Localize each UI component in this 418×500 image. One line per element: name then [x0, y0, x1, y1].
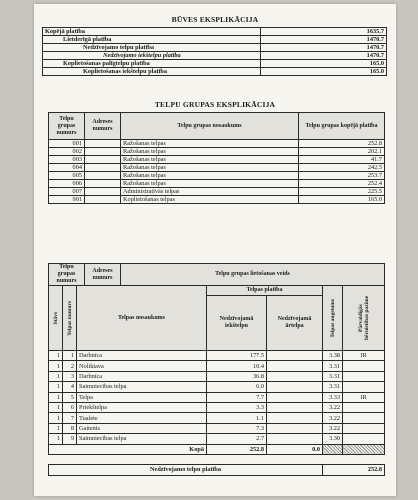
cell-group-number: 005 [49, 172, 85, 180]
building-explication-title: BŪVES EKSPLIKĀCIJA [171, 15, 259, 24]
cell-room-number: 2 [63, 361, 77, 371]
table-row [49, 423, 385, 433]
cell-floor: 1 [49, 361, 63, 371]
table-row [49, 156, 385, 164]
table-row [43, 28, 387, 36]
table-row [43, 36, 387, 44]
cell-room-number: 8 [63, 423, 77, 433]
header-group-number: Telpu grupas numurs [49, 264, 85, 286]
cell-inner-area: 3.3 [207, 402, 267, 412]
cell-room-number: 4 [63, 382, 77, 392]
group-explication-table [48, 112, 385, 204]
cell-room-number: 7 [63, 413, 77, 423]
cell-group-area: 225.5 [299, 188, 385, 196]
table-row [49, 196, 385, 204]
cell-outer-area [267, 402, 323, 412]
cell-group-name: Administratīvās telpas [121, 188, 299, 196]
total-inner-area: 252.8 [207, 444, 267, 454]
table-row [49, 351, 385, 361]
cell-outer-area [267, 361, 323, 371]
cell-mark [343, 423, 385, 433]
cell-group-name: Ražošanas telpas [121, 156, 299, 164]
rooms-table [48, 285, 385, 476]
cell-room-number: 5 [63, 392, 77, 402]
total-row [49, 444, 385, 454]
total-outer-area: 0.0 [267, 444, 323, 454]
cell-group-name: Ražošanas telpas [121, 140, 299, 148]
cell-room-number: 1 [63, 351, 77, 361]
cell-group-area: 253.7 [299, 172, 385, 180]
cell-floor: 1 [49, 402, 63, 412]
cell-room-name: Telpa [77, 392, 207, 402]
cell-group-number: 006 [49, 180, 85, 188]
table-row [49, 413, 385, 423]
cell-address [85, 172, 121, 180]
cell-group-area: 252.8 [299, 140, 385, 148]
row-value: 1470.7 [261, 52, 387, 60]
cell-height: 3.31 [323, 382, 343, 392]
cell-outer-area [267, 434, 323, 444]
row-value: 1470.7 [261, 44, 387, 52]
cell-mark [343, 361, 385, 371]
header-rebuilt-mark: Pārvaldīgās bērnistības pazīme [343, 286, 385, 351]
cell-inner-area: 7.7 [207, 392, 267, 402]
cell-group-name: Koplietošanas telpas [121, 196, 299, 204]
header-room-number: Telpas numurs [63, 286, 77, 351]
cell-room-name: Priekštelpa [77, 402, 207, 412]
cell-height: 3.38 [323, 351, 343, 361]
header-floor: Stāvs [49, 286, 63, 351]
cell-height: 3.31 [323, 361, 343, 371]
header-inner-area: Nedzīvojamā iekštelpu [207, 296, 267, 351]
table-row [49, 188, 385, 196]
cell-address [85, 148, 121, 156]
cell-height: 3.30 [323, 434, 343, 444]
cell-group-number: 004 [49, 164, 85, 172]
cell-group-area: 242.5 [299, 164, 385, 172]
table-row [49, 140, 385, 148]
hatched-cell [343, 444, 385, 454]
table-row [49, 361, 385, 371]
footer-row [49, 465, 385, 475]
cell-group-number: 007 [49, 188, 85, 196]
cell-address [85, 156, 121, 164]
cell-group-area: 41.7 [299, 156, 385, 164]
row-value: 165.0 [261, 68, 387, 76]
cell-address [85, 164, 121, 172]
cell-address [85, 140, 121, 148]
cell-outer-area [267, 382, 323, 392]
cell-height: 3.22 [323, 423, 343, 433]
cell-address [85, 180, 121, 188]
cell-room-number: 9 [63, 434, 77, 444]
cell-room-number: 6 [63, 402, 77, 412]
cell-room-name: Saimniecības telpa [77, 382, 207, 392]
table-row [49, 371, 385, 381]
table-row [49, 180, 385, 188]
cell-outer-area [267, 423, 323, 433]
cell-group-name: Ražošanas telpas [121, 164, 299, 172]
row-value: 1635.7 [261, 28, 387, 36]
header-room-name: Telpas nosaukums [77, 286, 207, 351]
cell-outer-area [267, 413, 323, 423]
cell-outer-area [267, 351, 323, 361]
cell-group-number: 901 [49, 196, 85, 204]
footer-label: Nedzīvojamo telpu platība [49, 465, 323, 475]
cell-height: 3.31 [323, 371, 343, 381]
cell-mark [343, 434, 385, 444]
cell-room-name: Noliktava [77, 361, 207, 371]
table-row [49, 434, 385, 444]
table-header-row [49, 286, 385, 296]
cell-room-name: Saimniecības telpa [77, 434, 207, 444]
cell-room-name: Tualete [77, 413, 207, 423]
cell-group-number: 002 [49, 148, 85, 156]
cell-mark [343, 382, 385, 392]
cell-height: 3.22 [323, 402, 343, 412]
cell-mark [343, 402, 385, 412]
cell-room-name: Gaitenis [77, 423, 207, 433]
table-row [43, 68, 387, 76]
cell-group-number: 003 [49, 156, 85, 164]
cell-room-name: Darbnīca [77, 351, 207, 361]
cell-inner-area: 7.3 [207, 423, 267, 433]
row-label: Koplietošanas palīgtelpu platība [43, 60, 261, 68]
cell-inner-area: 177.5 [207, 351, 267, 361]
header-room-height: Telpas augstums [323, 286, 343, 351]
table-row [49, 172, 385, 180]
table-row [49, 148, 385, 156]
building-explication-table [42, 27, 387, 76]
cell-floor: 1 [49, 413, 63, 423]
cell-group-name: Ražošanas telpas [121, 180, 299, 188]
table-row [49, 382, 385, 392]
cell-room-number: 3 [63, 371, 77, 381]
table-row [49, 402, 385, 412]
header-address-number: Adreses numurs [85, 113, 121, 140]
header-group-number: Telpu grupas numurs [49, 113, 85, 140]
cell-mark: IR [343, 351, 385, 361]
row-label: Lietderīgā platība [43, 36, 261, 44]
cell-mark [343, 413, 385, 423]
table-header-row [49, 113, 385, 140]
total-label: Kopā [49, 444, 207, 454]
header-group-area: Telpu grupas kopējā platība [299, 113, 385, 140]
cell-mark [343, 371, 385, 381]
document-page [34, 4, 396, 496]
cell-floor: 1 [49, 371, 63, 381]
table-row [43, 52, 387, 60]
table-header-row [49, 264, 385, 286]
cell-floor: 1 [49, 392, 63, 402]
cell-inner-area: 1.1 [207, 413, 267, 423]
cell-address [85, 188, 121, 196]
cell-group-area: 202.1 [299, 148, 385, 156]
header-usage-type: Telpu grupas lietošanas veids [121, 264, 385, 286]
hatched-cell [323, 444, 343, 454]
cell-outer-area [267, 392, 323, 402]
cell-floor: 1 [49, 434, 63, 444]
cell-inner-area: 2.7 [207, 434, 267, 444]
cell-height: 3.22 [323, 413, 343, 423]
cell-group-area: 165.0 [299, 196, 385, 204]
cell-group-name: Ražošanas telpas [121, 172, 299, 180]
cell-group-name: Ražošanas telpas [121, 148, 299, 156]
cell-height: 3.33 [323, 392, 343, 402]
group-explication-title: TELPU GRUPAS EKSPLIKĀCIJA [154, 100, 276, 109]
cell-floor: 1 [49, 382, 63, 392]
row-label: Koplietošanas iekštelpu platība [43, 68, 261, 76]
cell-room-name: Darbnīca [77, 371, 207, 381]
cell-mark: IR [343, 392, 385, 402]
header-outer-area: Nedzīvojamā ārtelpa [267, 296, 323, 351]
row-value: 1470.7 [261, 36, 387, 44]
table-row [49, 392, 385, 402]
header-room-area: Telpas platība [207, 286, 323, 296]
header-address-number: Adreses numurs [85, 264, 121, 286]
table-row [43, 60, 387, 68]
cell-group-number: 001 [49, 140, 85, 148]
cell-group-area: 252.4 [299, 180, 385, 188]
cell-floor: 1 [49, 351, 63, 361]
row-label: Kopējā platība [43, 28, 261, 36]
cell-inner-area: 36.8 [207, 371, 267, 381]
cell-floor: 1 [49, 423, 63, 433]
row-value: 165.0 [261, 60, 387, 68]
table-row [49, 164, 385, 172]
row-label: Nedzīvojamo telpu platība [43, 44, 261, 52]
cell-inner-area: 10.4 [207, 361, 267, 371]
cell-inner-area: 6.0 [207, 382, 267, 392]
header-group-name: Telpu grupas nosaukums [121, 113, 299, 140]
row-label: Nedzīvojamo iekštelpu platība [43, 52, 261, 60]
footer-value: 252.8 [323, 465, 385, 475]
cell-address [85, 196, 121, 204]
cell-outer-area [267, 371, 323, 381]
spacer-row [49, 454, 385, 464]
table-row [43, 44, 387, 52]
